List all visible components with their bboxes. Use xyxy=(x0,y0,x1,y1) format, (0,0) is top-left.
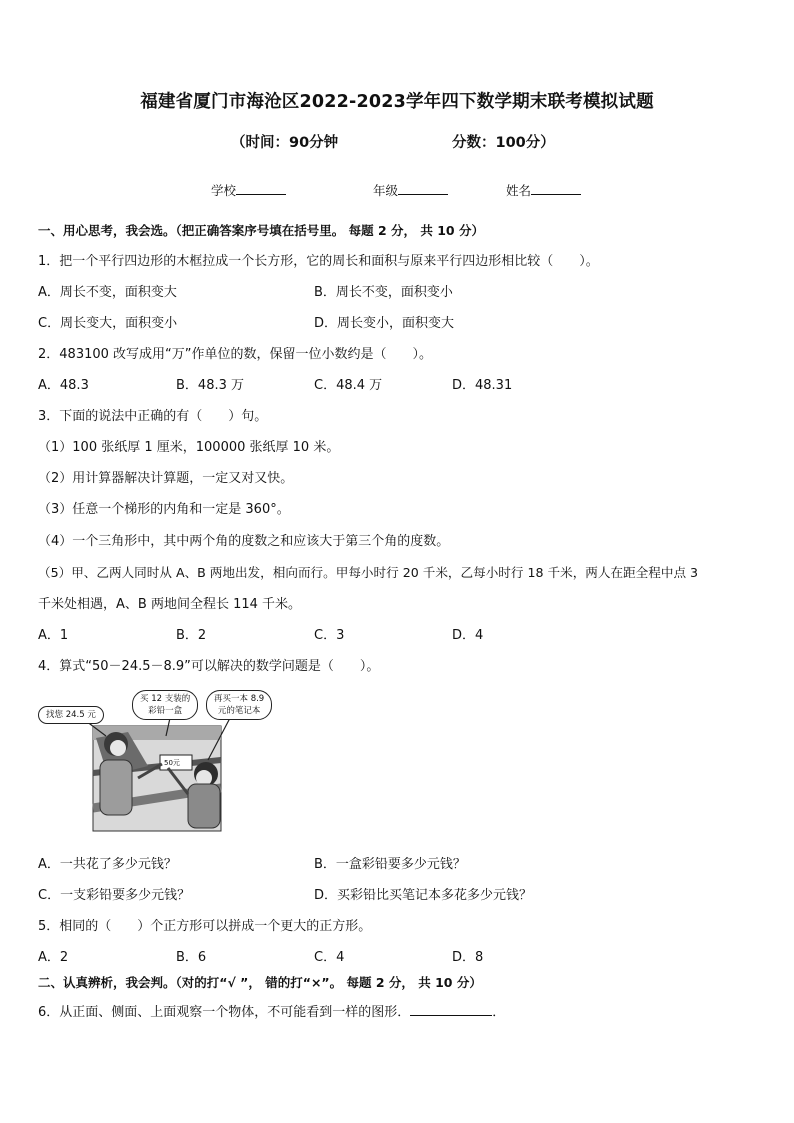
name-field xyxy=(506,181,581,199)
speech-bubble-change: 找您 24.5 元 xyxy=(38,706,104,724)
q3-statement-4: （4）一个三角形中，其中两个角的度数之和应该大于第三个角的度数。 xyxy=(38,534,450,549)
score-info: 分数：100分） xyxy=(452,135,555,151)
name-blank[interactable] xyxy=(531,182,581,195)
section2-heading: 二、认真辨析，我会判。（对的打“√ ”， 错的打“×”。 每题 2 分， 共 10 分） xyxy=(38,975,482,990)
school-blank[interactable] xyxy=(236,182,286,195)
q3-statement-5: （5）甲、乙两人同时从 A、B 两地出发，相向而行。甲每小时行 20 千米，乙每小时行 18 千米，两人在距全程中点 3 xyxy=(38,565,699,580)
grade-field xyxy=(373,181,448,199)
section1-heading: 一、用心思考，我会选。（把正确答案序号填在括号里。 每题 2 分， 共 10 分） xyxy=(38,223,484,238)
q3-option-b[interactable]: B．2 xyxy=(176,628,207,643)
q1-option-a[interactable]: A．周长不变，面积变大 xyxy=(38,285,177,300)
q6-answer-blank[interactable] xyxy=(410,1004,492,1016)
q4-option-b[interactable]: B．一盒彩铅要多少元钱？ xyxy=(314,857,466,872)
name-label: 姓名 xyxy=(506,183,532,198)
q4-option-c[interactable]: C．一支彩铅要多少元钱？ xyxy=(38,888,191,903)
q6-text: 6．从正面、侧面、上面观察一个物体，不可能看到一样的图形． ． xyxy=(38,1005,506,1020)
q3-option-c[interactable]: C．3 xyxy=(314,628,345,643)
q5-option-d[interactable]: D．8 xyxy=(452,950,484,965)
q2-option-d[interactable]: D．48.31 xyxy=(452,378,513,393)
money-note-label: 50元 xyxy=(164,759,180,767)
speech-bubble-notebook: 再买一本 8.9 元的笔记本 xyxy=(206,690,272,720)
q2-text: 2．483100 改写成用“万”作单位的数，保留一位小数约是（ ）。 xyxy=(38,347,432,362)
grade-blank[interactable] xyxy=(398,182,448,195)
q3-statement-1: （1）100 张纸厚 1 厘米，100000 张纸厚 10 米。 xyxy=(38,440,340,455)
q2-option-a[interactable]: A．48.3 xyxy=(38,378,89,393)
q3-statement-3: （3）任意一个梯形的内角和一定是 360°。 xyxy=(38,502,290,517)
q3-option-a[interactable]: A．1 xyxy=(38,628,69,643)
school-label: 学校 xyxy=(211,183,237,198)
speech-bubble-pencils: 买 12 支装的 彩铅一盒 xyxy=(132,690,198,720)
q4-option-a[interactable]: A．一共花了多少元钱？ xyxy=(38,857,177,872)
grade-label: 年级 xyxy=(373,183,399,198)
school-field xyxy=(211,181,286,199)
q3-text: 3．下面的说法中正确的有（ ）句。 xyxy=(38,409,268,424)
q5-option-b[interactable]: B．6 xyxy=(176,950,207,965)
q3-option-d[interactable]: D．4 xyxy=(452,628,484,643)
q5-option-a[interactable]: A．2 xyxy=(38,950,69,965)
shopping-illustration xyxy=(38,688,288,838)
q3-statement-2: （2）用计算器解决计算题，一定又对又快。 xyxy=(38,471,294,486)
q4-text: 4．算式“50－24.5－8.9”可以解决的数学问题是（ ）。 xyxy=(38,659,380,674)
q1-option-b[interactable]: B．周长不变，面积变小 xyxy=(314,285,453,300)
q1-option-d[interactable]: D．周长变小，面积变大 xyxy=(314,316,455,331)
q1-text: 1．把一个平行四边形的木框拉成一个长方形，它的周长和面积与原来平行四边形相比较（ ）。 xyxy=(38,254,599,269)
exam-title: 福建省厦门市海沧区2022-2023学年四下数学期末联考模拟试题 xyxy=(140,92,654,112)
time-info: （时间：90分钟 xyxy=(231,135,339,151)
q5-option-c[interactable]: C．4 xyxy=(314,950,345,965)
q5-text: 5．相同的（ ）个正方形可以拼成一个更大的正方形。 xyxy=(38,919,372,934)
q2-option-b[interactable]: B．48.3 万 xyxy=(176,378,244,393)
q1-option-c[interactable]: C．周长变大，面积变小 xyxy=(38,316,178,331)
q3-statement-5-cont: 千米处相遇，A、B 两地间全程长 114 千米。 xyxy=(38,597,302,612)
q2-option-c[interactable]: C．48.4 万 xyxy=(314,378,383,393)
q4-option-d[interactable]: D．买彩铅比买笔记本多花多少元钱？ xyxy=(314,888,533,903)
